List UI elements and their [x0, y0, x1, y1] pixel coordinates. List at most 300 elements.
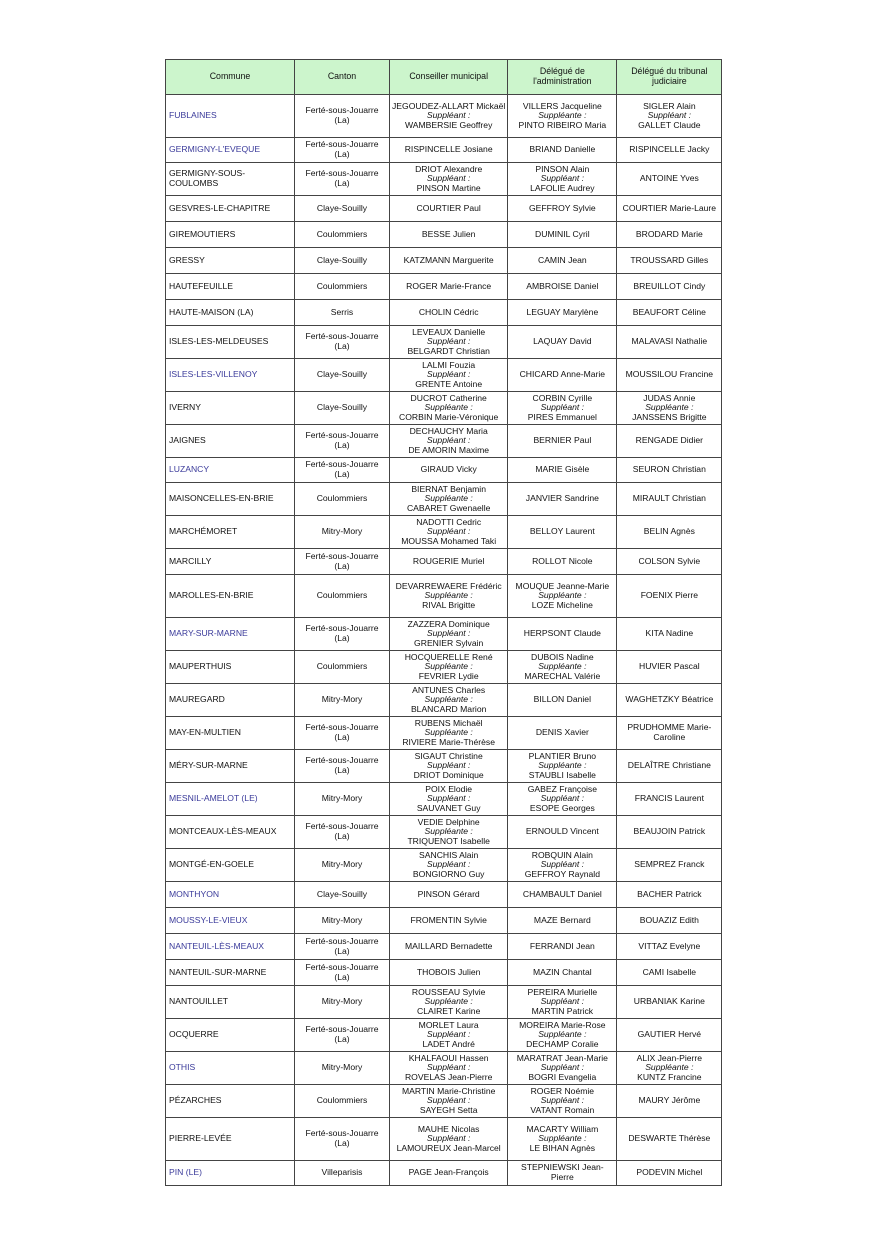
cell-line: LAMOUREUX Jean-Marcel [396, 1142, 501, 1153]
cell-line: MAURY Jérôme [638, 1095, 701, 1106]
cell-line: Ferté-sous-Jouarre (La) [305, 623, 379, 643]
cell-line: Ferté-sous-Jouarre (La) [305, 139, 379, 159]
commune-cell[interactable] [166, 458, 295, 483]
cell-line: DECHAUCHY Maria [409, 425, 488, 436]
cell-line: MARTIN Marie-Christine [401, 1085, 496, 1096]
cell-line: GABEZ Françoise [527, 783, 597, 794]
cell-line: GAUTIER Hervé [637, 1029, 702, 1040]
cell-line: Claye-Souilly [316, 888, 368, 899]
cell-line: ROGER Noémie [530, 1085, 595, 1096]
cell-line: HAUTEFEUILLE [169, 280, 233, 291]
canton-cell [295, 651, 390, 684]
cell-line: GRESSY [169, 254, 205, 265]
conseiller-cell [390, 425, 508, 458]
conseiller-cell [390, 1019, 508, 1052]
cell-line: Suppléante : [645, 1062, 694, 1073]
cell-line: MAUPERTHUIS [169, 661, 232, 672]
table-row [166, 934, 722, 960]
admin-cell [508, 783, 617, 816]
cell-line: BREUILLOT Cindy [633, 280, 706, 291]
tribunal-cell [617, 849, 722, 882]
canton-cell [295, 575, 390, 618]
cell-line: DE AMORIN Maxime [408, 444, 490, 455]
cell-line: Suppléant : [426, 793, 471, 804]
conseiller-cell [390, 1052, 508, 1085]
commune-cell[interactable] [166, 1052, 295, 1085]
cell-line: BESSE Julien [421, 228, 476, 239]
cell-line: Mitry-Mory [321, 996, 363, 1007]
cell-line: Coulommiers [316, 1095, 368, 1106]
table-row [166, 1085, 722, 1118]
table-row [166, 196, 722, 222]
admin-cell [508, 163, 617, 196]
canton-cell [295, 750, 390, 783]
tribunal-cell [617, 934, 722, 960]
canton-cell [295, 849, 390, 882]
cell-line: BLANCARD Marion [410, 703, 487, 714]
table-row [166, 248, 722, 274]
cell-line: Suppléant : [540, 173, 585, 184]
cell-line: DECHAMP Coralie [526, 1038, 599, 1049]
conseiller-cell [390, 274, 508, 300]
commune-cell [166, 575, 295, 618]
cell-line: MARECHAL Valérie [524, 670, 601, 681]
commune-cell[interactable] [166, 1161, 295, 1186]
admin-cell [508, 549, 617, 575]
cell-line: PODEVIN Michel [636, 1167, 703, 1178]
conseiller-cell [390, 300, 508, 326]
cell-line: MAZIN Chantal [532, 966, 592, 977]
cell-line: ANTUNES Charles [412, 684, 486, 695]
cell-line: ROUGERIE Muriel [412, 555, 485, 566]
canton-cell [295, 717, 390, 750]
commune-cell [166, 425, 295, 458]
cell-line: DELAÎTRE Christiane [627, 760, 711, 771]
header-row [166, 60, 722, 95]
cell-line: MARCHÉMORET [169, 526, 238, 537]
tribunal-cell [617, 516, 722, 549]
cell-line: NANTEUIL-LÈS-MEAUX [169, 940, 265, 951]
commune-cell [166, 960, 295, 986]
canton-cell [295, 163, 390, 196]
cell-line: Suppléant : [540, 1095, 585, 1106]
cell-line: Suppléante : [424, 694, 473, 705]
cell-line: ERNOULD Vincent [525, 826, 599, 837]
tribunal-cell [617, 138, 722, 163]
admin-cell [508, 849, 617, 882]
canton-cell [295, 684, 390, 717]
cell-line: RISPINCELLE Josiane [404, 144, 493, 155]
tribunal-cell [617, 1085, 722, 1118]
admin-cell [508, 95, 617, 138]
cell-line: MAY-EN-MULTIEN [169, 727, 241, 738]
cell-line: Ferté-sous-Jouarre (La) [305, 105, 379, 125]
cell-line: JEGOUDEZ-ALLART Mickaël [392, 100, 506, 111]
tribunal-cell [617, 392, 722, 425]
conseiller-cell [390, 849, 508, 882]
conseiller-cell [390, 95, 508, 138]
cell-line: CABARET Gwenaelle [406, 502, 491, 513]
conseiller-cell [390, 618, 508, 651]
cell-line: Suppléant : [647, 110, 692, 121]
conseiller-cell [390, 960, 508, 986]
cell-line: Suppléante : [538, 1133, 587, 1144]
cell-line: Serris [330, 306, 354, 317]
cell-line: Suppléante : [538, 661, 587, 672]
canton-cell [295, 1161, 390, 1186]
conseiller-cell [390, 986, 508, 1019]
table-row [166, 359, 722, 392]
cell-line: MONTGÉ-EN-GOELE [169, 859, 254, 870]
cell-line: VILLERS Jacqueline [522, 100, 602, 111]
cell-line: MIRAULT Christian [632, 493, 706, 504]
cell-line: FOENIX Pierre [640, 590, 698, 601]
cell-line: Coulommiers [316, 228, 368, 239]
header-conseiller: Conseiller municipal [390, 60, 508, 95]
table-row [166, 138, 722, 163]
cell-line: Suppléant : [540, 996, 585, 1007]
cell-line: THOBOIS Julien [416, 966, 481, 977]
cell-line: CAMI Isabelle [642, 966, 697, 977]
cell-line: Ferté-sous-Jouarre (La) [305, 935, 379, 956]
commune-cell [166, 274, 295, 300]
conseiller-cell [390, 934, 508, 960]
conseiller-cell [390, 392, 508, 425]
cell-line: Mitry-Mory [321, 793, 363, 804]
cell-line: GRENIER Sylvain [414, 637, 484, 648]
admin-cell [508, 882, 617, 908]
cell-line: MARTIN Patrick [531, 1005, 594, 1016]
canton-cell [295, 783, 390, 816]
cell-line: BOUAZIZ Edith [639, 914, 699, 925]
cell-line: STAUBLI Isabelle [528, 769, 596, 780]
cell-line: Suppléante : [424, 402, 473, 413]
cell-line: PRUDHOMME Marie-Caroline [627, 722, 712, 742]
cell-line: Mitry-Mory [321, 859, 363, 870]
cell-line: Suppléant : [426, 859, 471, 870]
tribunal-cell [617, 750, 722, 783]
cell-line: HUVIER Pascal [639, 661, 700, 672]
cell-line: JANVIER Sandrine [525, 493, 599, 504]
cell-line: Coulommiers [316, 493, 368, 504]
conseiller-cell [390, 516, 508, 549]
cell-line: Suppléant : [540, 859, 585, 870]
cell-line: MARATRAT Jean-Marie [516, 1052, 608, 1063]
canton-cell [295, 618, 390, 651]
commune-cell [166, 483, 295, 516]
cell-line: CHAMBAULT Daniel [522, 888, 602, 899]
commune-cell[interactable] [166, 95, 295, 138]
admin-cell [508, 1161, 617, 1186]
cell-line: ROUSSEAU Sylvie [411, 986, 486, 997]
cell-line: KITA Nadine [645, 628, 694, 639]
cell-line: Ferté-sous-Jouarre (La) [305, 755, 379, 775]
cell-line: Suppléant : [540, 1062, 585, 1073]
table-row [166, 1019, 722, 1052]
cell-line: Suppléante : [538, 110, 587, 121]
cell-line: BELLOY Laurent [529, 526, 595, 537]
admin-cell [508, 326, 617, 359]
admin-cell [508, 908, 617, 934]
commune-cell[interactable] [166, 783, 295, 816]
tribunal-cell [617, 783, 722, 816]
conseiller-cell [390, 684, 508, 717]
cell-line: Ferté-sous-Jouarre (La) [305, 430, 379, 450]
cell-line: MAUHE Nicolas [417, 1123, 480, 1134]
cell-line: Suppléant : [426, 110, 471, 121]
cell-line: OTHIS [169, 1062, 196, 1073]
cell-line: MAZE Bernard [533, 914, 591, 925]
admin-cell [508, 248, 617, 274]
table-row [166, 1118, 722, 1161]
cell-line: Suppléant : [426, 1029, 471, 1040]
admin-cell [508, 425, 617, 458]
commune-cell[interactable] [166, 359, 295, 392]
conseiller-cell [390, 651, 508, 684]
canton-cell [295, 1019, 390, 1052]
conseiller-cell [390, 196, 508, 222]
cell-line: Suppléante : [424, 727, 473, 738]
cell-line: MONTCEAUX-LÈS-MEAUX [169, 826, 277, 837]
cell-line: CAMIN Jean [537, 254, 587, 265]
cell-line: POIX Elodie [425, 783, 473, 794]
cell-line: SAUVANET Guy [416, 802, 481, 813]
cell-line: SIGAUT Christine [414, 750, 483, 761]
cell-line: MOUSSY-LE-VIEUX [169, 914, 248, 925]
tribunal-cell [617, 960, 722, 986]
cell-line: MOREIRA Marie-Rose [519, 1019, 606, 1030]
canton-cell [295, 1085, 390, 1118]
cell-line: Claye-Souilly [316, 254, 368, 265]
cell-line: JUDAS Annie [643, 392, 696, 403]
cell-line: Suppléant : [426, 1133, 471, 1144]
cell-line: GRENTE Antoine [415, 378, 483, 389]
cell-line: PINTO RIBEIRO Maria [518, 119, 607, 130]
cell-line: MAROLLES-EN-BRIE [169, 590, 254, 601]
admin-cell [508, 274, 617, 300]
cell-line: Suppléant : [426, 1095, 471, 1106]
canton-cell [295, 458, 390, 483]
table-row [166, 163, 722, 196]
commune-cell [166, 300, 295, 326]
cell-line: Suppléant : [426, 173, 471, 184]
canton-cell [295, 960, 390, 986]
commune-cell[interactable] [166, 882, 295, 908]
canton-cell [295, 392, 390, 425]
commune-cell [166, 163, 295, 196]
cell-line: KATZMANN Marguerite [403, 254, 494, 265]
commune-cell[interactable] [166, 138, 295, 163]
cell-line: Mitry-Mory [321, 694, 363, 705]
commune-cell[interactable] [166, 618, 295, 651]
cell-line: Suppléante : [538, 590, 587, 601]
table-row [166, 908, 722, 934]
cell-line: Suppléante : [424, 826, 473, 837]
commune-cell [166, 1019, 295, 1052]
tribunal-cell [617, 651, 722, 684]
cell-line: DUMINIL Cyril [535, 228, 590, 239]
table-row [166, 95, 722, 138]
conseiller-cell [390, 783, 508, 816]
admin-cell [508, 960, 617, 986]
cell-line: FRANCIS Laurent [634, 793, 704, 804]
cell-line: NANTEUIL-SUR-MARNE [169, 966, 267, 977]
cell-line: COURTIER Paul [416, 202, 481, 213]
cell-line: Villeparisis [321, 1167, 363, 1178]
table-body [166, 95, 722, 1186]
tribunal-cell [617, 248, 722, 274]
cell-line: MARY-SUR-MARNE [169, 628, 248, 639]
cell-line: BILLON Daniel [533, 694, 591, 705]
cell-line: RISPINCELLE Jacky [629, 144, 710, 155]
tribunal-cell [617, 359, 722, 392]
cell-line: MESNIL-AMELOT (LE) [169, 793, 258, 804]
cell-line: GIRAUD Vicky [420, 464, 477, 475]
cell-line: ZAZZERA Dominique [407, 618, 490, 629]
cell-line: LEGUAY Marylène [526, 306, 599, 317]
admin-cell [508, 684, 617, 717]
cell-line: Suppléant : [426, 760, 471, 771]
cell-line: ISLES-LES-MELDEUSES [169, 336, 269, 347]
tribunal-cell [617, 575, 722, 618]
cell-line: FEVRIER Lydie [418, 670, 479, 681]
commune-cell[interactable] [166, 934, 295, 960]
canton-cell [295, 516, 390, 549]
cell-line: RUBENS Michaël [414, 717, 483, 728]
cell-line: PIRES Emmanuel [527, 411, 597, 422]
cell-line: SIGLER Alain [643, 100, 696, 111]
tribunal-cell [617, 326, 722, 359]
commune-cell [166, 1118, 295, 1161]
conseiller-cell [390, 816, 508, 849]
cell-line: GERMIGNY-L'EVEQUE [169, 144, 261, 155]
cell-line: DUCROT Catherine [410, 392, 487, 403]
cell-line: Mitry-Mory [321, 914, 363, 925]
cell-line: LEVEAUX Danielle [412, 326, 486, 337]
cell-line: LAQUAY David [533, 336, 592, 347]
cell-line: Suppléante : [424, 661, 473, 672]
cell-line: Claye-Souilly [316, 402, 368, 413]
tribunal-cell [617, 1118, 722, 1161]
canton-cell [295, 986, 390, 1019]
cell-line: MACARTY William [526, 1123, 599, 1134]
cell-line: TRIQUENOT Isabelle [407, 835, 490, 846]
conseiller-cell [390, 326, 508, 359]
tribunal-cell [617, 1161, 722, 1186]
cell-line: GEFFROY Sylvie [528, 202, 596, 213]
cell-line: ANTOINE Yves [639, 173, 699, 184]
cell-line: DRIOT Dominique [413, 769, 484, 780]
canton-cell [295, 222, 390, 248]
cell-line: RIVIERE Marie-Thérèse [402, 736, 495, 747]
cell-line: Mitry-Mory [321, 1062, 363, 1073]
header-tribunal: Délégué du tribunal judiciaire [617, 60, 722, 95]
commune-cell [166, 222, 295, 248]
table-row [166, 326, 722, 359]
cell-line: KUNTZ Francine [637, 1071, 702, 1082]
cell-line: CORBIN Marie-Véronique [399, 411, 499, 422]
cell-line: ISLES-LES-VILLENOY [169, 369, 258, 380]
table-row [166, 274, 722, 300]
conseiller-cell [390, 222, 508, 248]
commune-cell [166, 849, 295, 882]
commune-cell [166, 750, 295, 783]
conseiller-cell [390, 717, 508, 750]
table-row [166, 986, 722, 1019]
tribunal-cell [617, 95, 722, 138]
admin-cell [508, 222, 617, 248]
table-row [166, 483, 722, 516]
cell-line: MAUREGARD [169, 694, 225, 705]
cell-line: GERMIGNY-SOUS-COULOMBS [169, 168, 246, 188]
commune-cell [166, 717, 295, 750]
table-row [166, 392, 722, 425]
cell-line: DESWARTE Thérèse [628, 1133, 711, 1144]
cell-line: BEAUFORT Céline [632, 306, 706, 317]
canton-cell [295, 882, 390, 908]
cell-line: Ferté-sous-Jouarre (La) [305, 1128, 379, 1148]
cell-line: BONGIORNO Guy [412, 868, 485, 879]
cell-line: CLAIRET Karine [416, 1005, 481, 1016]
cell-line: Mitry-Mory [321, 526, 363, 537]
cell-line: GIREMOUTIERS [169, 228, 236, 239]
commune-cell [166, 196, 295, 222]
tribunal-cell [617, 816, 722, 849]
cell-line: HERPSONT Claude [523, 628, 601, 639]
cell-line: BRODARD Marie [635, 228, 703, 239]
cell-line: ROGER Marie-France [406, 280, 492, 291]
admin-cell [508, 1085, 617, 1118]
admin-cell [508, 359, 617, 392]
admin-cell [508, 1019, 617, 1052]
admin-cell [508, 458, 617, 483]
cell-line: MONTHYON [169, 888, 220, 899]
table-row [166, 575, 722, 618]
cell-line: HOCQUERELLE René [404, 651, 493, 662]
admin-cell [508, 1052, 617, 1085]
admin-cell [508, 575, 617, 618]
cell-line: Ferté-sous-Jouarre (La) [305, 331, 379, 351]
cell-line: Ferté-sous-Jouarre (La) [305, 459, 379, 479]
admin-cell [508, 483, 617, 516]
tribunal-cell [617, 618, 722, 651]
cell-line: DENIS Xavier [535, 727, 589, 738]
cell-line: BELGARDT Christian [407, 345, 490, 356]
conseiller-cell [390, 750, 508, 783]
commune-cell [166, 516, 295, 549]
cell-line: RENGADE Didier [635, 435, 704, 446]
cell-line: BERNIER Paul [533, 435, 592, 446]
admin-cell [508, 934, 617, 960]
cell-line: MARIE Gisèle [535, 464, 590, 475]
admin-cell [508, 618, 617, 651]
cell-line: Ferté-sous-Jouarre (La) [305, 550, 379, 571]
delegates-table [165, 59, 722, 1186]
table-row [166, 960, 722, 986]
cell-line: Claye-Souilly [316, 202, 368, 213]
canton-cell [295, 95, 390, 138]
cell-line: Suppléant : [426, 628, 471, 639]
commune-cell[interactable] [166, 908, 295, 934]
cell-line: PINSON Alain [535, 163, 590, 174]
cell-line: PEREIRA Murielle [527, 986, 598, 997]
tribunal-cell [617, 163, 722, 196]
table-row [166, 783, 722, 816]
cell-line: COLSON Sylvie [638, 555, 701, 566]
header-canton: Canton [295, 60, 390, 95]
tribunal-cell [617, 882, 722, 908]
cell-line: MARCILLY [169, 555, 212, 566]
